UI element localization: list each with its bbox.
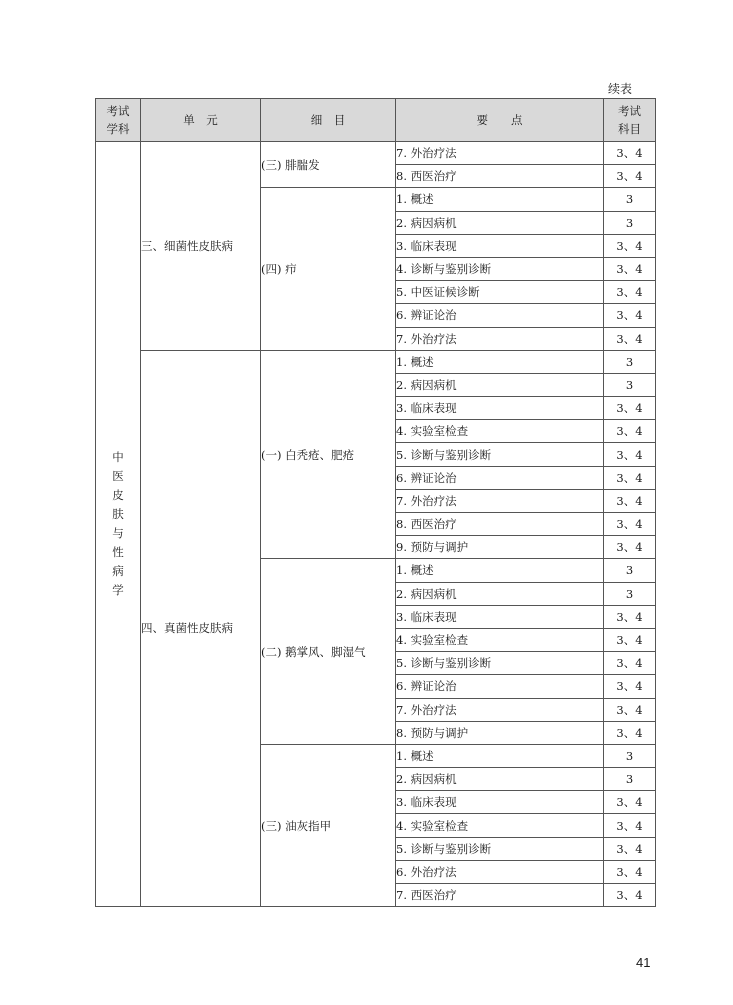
point-cell: 6. 辨证论治 [396,466,604,489]
exam-subject-cell: 3、4 [604,652,656,675]
point-cell: 4. 实验室检查 [396,628,604,651]
point-cell: 7. 外治疗法 [396,142,604,165]
point-cell: 4. 诊断与鉴别诊断 [396,257,604,280]
exam-subject-cell: 3、4 [604,443,656,466]
exam-subject-cell: 3、4 [604,698,656,721]
point-cell: 7. 外治疗法 [396,489,604,512]
point-cell: 5. 诊断与鉴别诊断 [396,652,604,675]
unit-cell: 四、真菌性皮肤病 [141,350,261,907]
point-cell: 7. 外治疗法 [396,698,604,721]
point-cell: 9. 预防与调护 [396,536,604,559]
header-subject-label: 考试学科 [106,104,130,136]
unit-cell: 三、细菌性皮肤病 [141,142,261,351]
exam-subject-cell: 3、4 [604,513,656,536]
exam-subject-cell: 3 [604,350,656,373]
point-cell: 3. 临床表现 [396,791,604,814]
exam-subject-cell: 3、4 [604,234,656,257]
point-cell: 4. 实验室检查 [396,814,604,837]
exam-subject-cell: 3、4 [604,281,656,304]
exam-subject-cell: 3 [604,768,656,791]
exam-subject-cell: 3、4 [604,304,656,327]
point-cell: 5. 诊断与鉴别诊断 [396,837,604,860]
exam-subject-cell: 3、4 [604,884,656,907]
point-cell: 6. 辨证论治 [396,304,604,327]
exam-subject-cell: 3、4 [604,791,656,814]
header-unit: 单 元 [141,99,261,142]
exam-subject-cell: 3 [604,188,656,211]
exam-subject-cell: 3、4 [604,420,656,443]
point-cell: 1. 概述 [396,188,604,211]
exam-subject-cell: 3、4 [604,628,656,651]
point-cell: 5. 诊断与鉴别诊断 [396,443,604,466]
point-cell: 8. 预防与调护 [396,721,604,744]
point-cell: 8. 西医治疗 [396,513,604,536]
header-exam [604,99,656,142]
point-cell: 4. 实验室检查 [396,420,604,443]
exam-subject-cell: 3、4 [604,466,656,489]
point-cell: 3. 临床表现 [396,605,604,628]
point-cell: 7. 西医治疗 [396,884,604,907]
exam-subject-cell: 3、4 [604,605,656,628]
point-cell: 7. 外治疗法 [396,327,604,350]
item-cell: (一) 白秃疮、肥疮 [261,350,396,559]
exam-subject-cell: 3、4 [604,165,656,188]
point-cell: 3. 临床表现 [396,397,604,420]
item-cell: (二) 鹅掌风、脚湿气 [261,559,396,745]
syllabus-table [95,98,656,907]
table-header-row [96,99,656,142]
exam-subject-cell: 3、4 [604,536,656,559]
point-cell: 2. 病因病机 [396,373,604,396]
page-number: 41 [636,955,651,970]
point-cell: 2. 病因病机 [396,768,604,791]
exam-subject-cell: 3、4 [604,257,656,280]
exam-subject-cell: 3、4 [604,397,656,420]
item-cell: (三) 油灰指甲 [261,744,396,906]
point-cell: 2. 病因病机 [396,582,604,605]
point-cell: 5. 中医证候诊断 [396,281,604,304]
point-cell: 3. 临床表现 [396,234,604,257]
point-cell: 1. 概述 [396,744,604,767]
continued-label: 续表 [608,82,633,96]
exam-subject-cell: 3、4 [604,142,656,165]
exam-subject-cell: 3、4 [604,814,656,837]
exam-subject-cell: 3 [604,744,656,767]
exam-subject-cell: 3 [604,582,656,605]
table-body [96,142,656,907]
exam-subject-cell: 3 [604,211,656,234]
item-cell: (三) 腓腨发 [261,142,396,188]
point-cell: 6. 外治疗法 [396,860,604,883]
point-cell: 6. 辨证论治 [396,675,604,698]
header-item: 细 目 [261,99,396,142]
exam-subject-cell: 3、4 [604,675,656,698]
point-cell: 8. 西医治疗 [396,165,604,188]
point-cell: 1. 概述 [396,350,604,373]
exam-subject-cell: 3 [604,373,656,396]
exam-subject-cell: 3、4 [604,327,656,350]
subject-label: 中医皮肤与性病学 [112,450,124,598]
exam-subject-cell: 3、4 [604,721,656,744]
table-row [96,350,656,373]
exam-subject-cell: 3、4 [604,837,656,860]
exam-subject-cell: 3、4 [604,489,656,512]
item-cell: (四) 疖 [261,188,396,350]
exam-subject-cell: 3 [604,559,656,582]
header-subject [96,99,141,142]
header-points: 要 点 [396,99,604,142]
point-cell: 1. 概述 [396,559,604,582]
subject-cell [96,142,141,907]
header-exam-label: 考试科目 [618,104,641,136]
table-row [96,142,656,165]
exam-subject-cell: 3、4 [604,860,656,883]
point-cell: 2. 病因病机 [396,211,604,234]
